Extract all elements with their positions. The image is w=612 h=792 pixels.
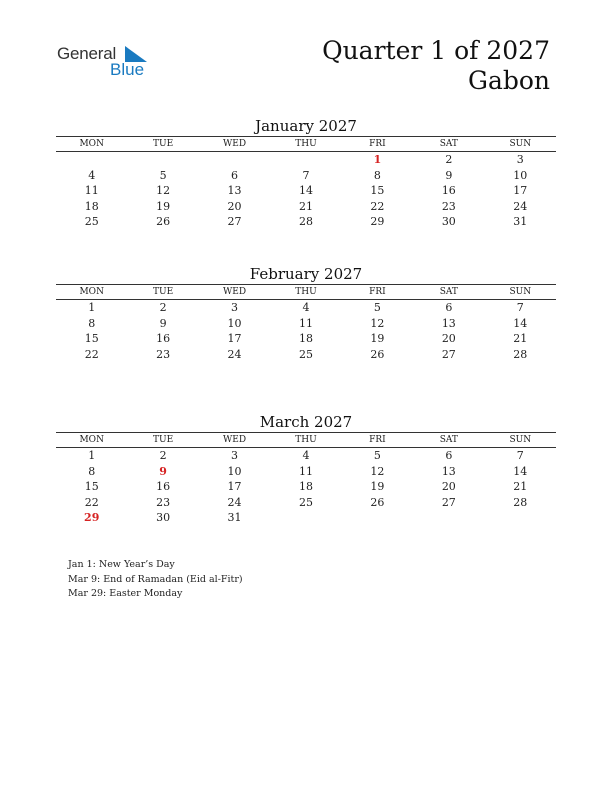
day-cell: 17 [227,480,242,493]
day-cell: 26 [156,215,171,228]
weekday-header: SAT [413,137,484,152]
day-cell: 24 [227,495,242,509]
week-row [56,316,556,332]
weekday-header: SUN [485,137,556,152]
weekday-header: MON [56,433,127,448]
day-cell: 6 [445,449,453,462]
day-cell: 20 [227,199,242,213]
weekday-header: THU [270,137,341,152]
empty-day-cell [270,152,341,168]
day-cell: 27 [441,347,456,361]
weekday-header: WED [199,285,270,300]
week-row [56,183,556,199]
day-cell: 6 [231,168,239,182]
day-cell: 15 [370,184,385,197]
calendar-table [56,432,556,526]
holiday-note: Mar 9: End of Ramadan (Eid al-Fitr) [68,573,243,585]
holiday-note: Mar 29: Easter Monday [68,588,183,599]
weekday-header: TUE [127,137,198,152]
weekday-header: TUE [127,433,198,448]
week-row [56,300,556,316]
week-row [56,347,556,363]
day-cell: 7 [516,301,524,314]
day-cell: 13 [441,464,456,478]
day-cell: 19 [156,199,171,213]
week-row [56,199,556,215]
empty-day-cell [199,152,270,168]
day-cell: 2 [159,449,167,462]
week-row [56,464,556,480]
day-cell: 23 [441,199,456,213]
day-cell: 25 [298,347,313,361]
day-cell: 14 [513,316,528,330]
day-cell: 20 [441,332,456,345]
day-cell: 13 [227,184,242,197]
weekday-header: FRI [342,433,413,448]
day-cell: 4 [302,449,310,462]
logo-blue-text: Blue [110,60,145,79]
day-cell: 26 [370,495,385,509]
weekday-header: SUN [485,433,556,448]
holiday-notes [68,558,243,602]
day-cell: 12 [370,464,385,478]
day-cell: 7 [302,168,310,182]
day-cell: 19 [370,332,385,345]
day-cell: 8 [88,464,96,478]
month-january [56,116,556,230]
day-cell: 22 [370,199,385,213]
day-cell: 4 [302,301,310,314]
day-cell: 14 [513,464,528,478]
day-cell: 19 [370,480,385,493]
day-cell: 1 [88,449,96,462]
day-cell: 9 [445,168,453,182]
day-cell: 11 [298,464,313,478]
day-cell: 16 [441,184,456,197]
weekday-header: WED [199,433,270,448]
day-cell: 11 [298,316,313,330]
empty-day-cell [56,152,127,168]
empty-day-cell [127,152,198,168]
day-cell: 21 [513,480,528,493]
empty-day-cell [485,510,556,526]
weekday-header: FRI [342,137,413,152]
month-march [56,412,556,526]
day-cell: 4 [88,168,96,182]
week-row [56,214,556,230]
empty-day-cell [413,510,484,526]
weekday-header-row [56,433,556,448]
day-cell: 31 [227,511,242,524]
page-title [322,36,550,96]
day-cell: 27 [441,495,456,509]
week-row [56,495,556,511]
title-quarter: Quarter 1 of 2027 [322,36,550,65]
day-cell: 23 [156,495,171,509]
day-cell: 24 [227,347,242,361]
logo [57,44,167,84]
weekday-header: SUN [485,285,556,300]
day-cell: 17 [227,332,242,345]
weekday-header: TUE [127,285,198,300]
month-title: March 2027 [259,413,353,431]
day-cell: 28 [298,215,313,228]
day-cell: 6 [445,301,453,314]
day-cell: 13 [441,316,456,330]
logo-general-text: General [57,44,117,63]
day-cell: 11 [84,184,99,197]
day-cell: 5 [373,449,381,462]
day-cell: 5 [373,301,381,314]
day-cell: 8 [88,316,96,330]
day-cell: 18 [84,199,99,213]
day-cell: 27 [227,215,242,228]
day-cell: 12 [370,316,385,330]
day-cell: 30 [441,215,456,228]
holiday-day-cell: 1 [373,153,382,166]
day-cell: 23 [156,347,171,361]
day-cell: 3 [516,153,524,166]
weekday-header: MON [56,137,127,152]
month-title: February 2027 [249,265,363,283]
day-cell: 22 [84,495,99,509]
day-cell: 5 [159,168,167,182]
day-cell: 14 [298,184,313,197]
week-row [56,448,556,464]
weekday-header: THU [270,433,341,448]
day-cell: 29 [370,215,385,228]
day-cell: 28 [513,347,528,361]
day-cell: 16 [156,480,171,493]
day-cell: 8 [373,168,381,182]
day-cell: 9 [159,316,167,330]
month-february [56,264,556,362]
holiday-day-cell: 9 [159,464,167,478]
day-cell: 3 [231,301,239,314]
month-title: January 2027 [255,117,357,135]
empty-day-cell [270,510,341,526]
day-cell: 15 [84,332,99,345]
day-cell: 28 [513,495,528,509]
weekday-header: MON [56,285,127,300]
weekday-header: SAT [413,285,484,300]
day-cell: 25 [298,495,313,509]
day-cell: 18 [298,332,313,345]
week-row [56,331,556,347]
day-cell: 21 [298,199,313,213]
day-cell: 12 [156,184,171,197]
day-cell: 22 [84,347,99,361]
week-row [56,510,556,526]
day-cell: 26 [370,347,385,361]
day-cell: 2 [159,301,167,314]
weekday-header: SAT [413,433,484,448]
day-cell: 24 [513,199,528,213]
weekday-header: THU [270,285,341,300]
day-cell: 21 [513,332,528,345]
day-cell: 10 [227,316,242,330]
empty-day-cell [342,510,413,526]
day-cell: 25 [84,215,99,228]
day-cell: 20 [441,480,456,493]
weekday-header: FRI [342,285,413,300]
day-cell: 18 [298,480,313,493]
day-cell: 1 [88,301,96,314]
title-country: Gabon [467,66,550,95]
day-cell: 10 [513,168,528,182]
day-cell: 16 [156,332,171,345]
weekday-header: WED [199,137,270,152]
holiday-note: Jan 1: New Year’s Day [68,559,175,570]
week-row [56,168,556,184]
day-cell: 30 [156,511,171,524]
weekday-header-row [56,137,556,152]
calendar-table [56,284,556,362]
day-cell: 2 [445,153,453,166]
day-cell: 15 [84,480,99,493]
week-row [56,152,556,168]
day-cell: 17 [513,184,528,197]
weekday-header-row [56,285,556,300]
day-cell: 10 [227,464,242,478]
day-cell: 31 [513,215,528,228]
day-cell: 3 [231,449,239,462]
week-row [56,479,556,495]
holiday-day-cell: 29 [84,511,100,524]
calendar-table [56,136,556,230]
day-cell: 7 [516,449,524,462]
